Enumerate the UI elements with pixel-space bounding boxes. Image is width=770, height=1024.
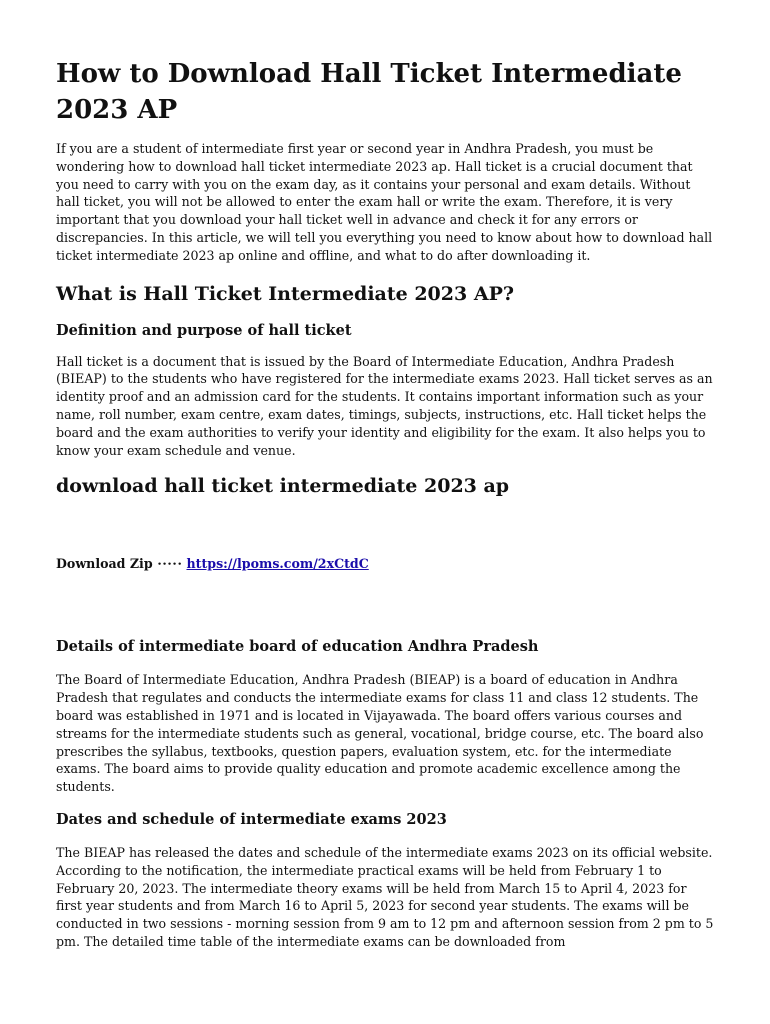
subheading-board-details: Details of intermediate board of education Andhra Pradesh bbox=[56, 638, 539, 656]
page-title: How to Download Hall Ticket Intermediate 2023 AP bbox=[56, 59, 682, 125]
intro-paragraph: If you are a student of intermediate first year or second year in Andhra Pradesh, you must be wondering how to download hall ticket intermediate 2023 ap. Hall ticket is a crucial document that you need to carry with you on the exam day, as it contains your personal and exam details. Without hall ticket, you will not be allowed to enter the exam hall or write the exam. Therefore, it is very important that you download your hall ticket well in advance and check it for any errors or discrepancies. In this article, we will tell you everything you need to know about how to download hall ticket intermediate 2023 ap online and offline, and what to do after downloading it. bbox=[56, 141, 713, 263]
section-heading-what-is: What is Hall Ticket Intermediate 2023 AP? bbox=[56, 282, 514, 305]
subheading-definition: Definition and purpose of hall ticket bbox=[56, 321, 352, 339]
download-zip-label: Download Zip ⋅⋅⋅⋅⋅ bbox=[56, 556, 183, 572]
subheading-exam-dates: Dates and schedule of intermediate exams 2023 bbox=[56, 810, 447, 828]
definition-paragraph: Hall ticket is a document that is issued by the Board of Intermediate Education, Andhra Pradesh (BIEAP) to the students who have registered for the intermediate exams 2023. Hall ticket serves as an identity proof and an admission card for the students. It contains important information such as your name, roll number, exam centre, exam dates, timings, subjects, instructions, etc. Hall ticket helps the board and the exam authorities to verify your identity and eligibility for the exam. It also helps you to know your exam schedule and venue. bbox=[56, 353, 713, 458]
download-link[interactable]: https://lpoms.com/2xCtdC bbox=[186, 556, 369, 572]
download-line bbox=[56, 555, 714, 573]
dates-paragraph: The BIEAP has released the dates and schedule of the intermediate exams 2023 on its official website. According to the notification, the intermediate practical exams will be held from February 1 to February 20, 2023. The intermediate theory exams will be held from March 15 to April 4, 2023 for first year students and from March 16 to April 5, 2023 for second year students. The exams will be conducted in two sessions - morning session from 9 am to 12 pm and afternoon session from 2 pm to 5 pm. The detailed time table of the intermediate exams can be downloaded from bbox=[56, 844, 714, 949]
section-heading-download: download hall ticket intermediate 2023 ap bbox=[56, 475, 510, 498]
board-paragraph: The Board of Intermediate Education, Andhra Pradesh (BIEAP) is a board of education in Andhra Pradesh that regulates and conducts the intermediate exams for class 11 and class 12 students. The board was established in 1971 and is located in Vijayawada. The board offers various courses and streams for the intermediate students such as general, vocational, bridge course, etc. The board also prescribes the syllabus, textbooks, question papers, evaluation system, etc. for the intermediate exams. The board aims to provide quality education and promote academic excellence among the students. bbox=[56, 672, 704, 795]
